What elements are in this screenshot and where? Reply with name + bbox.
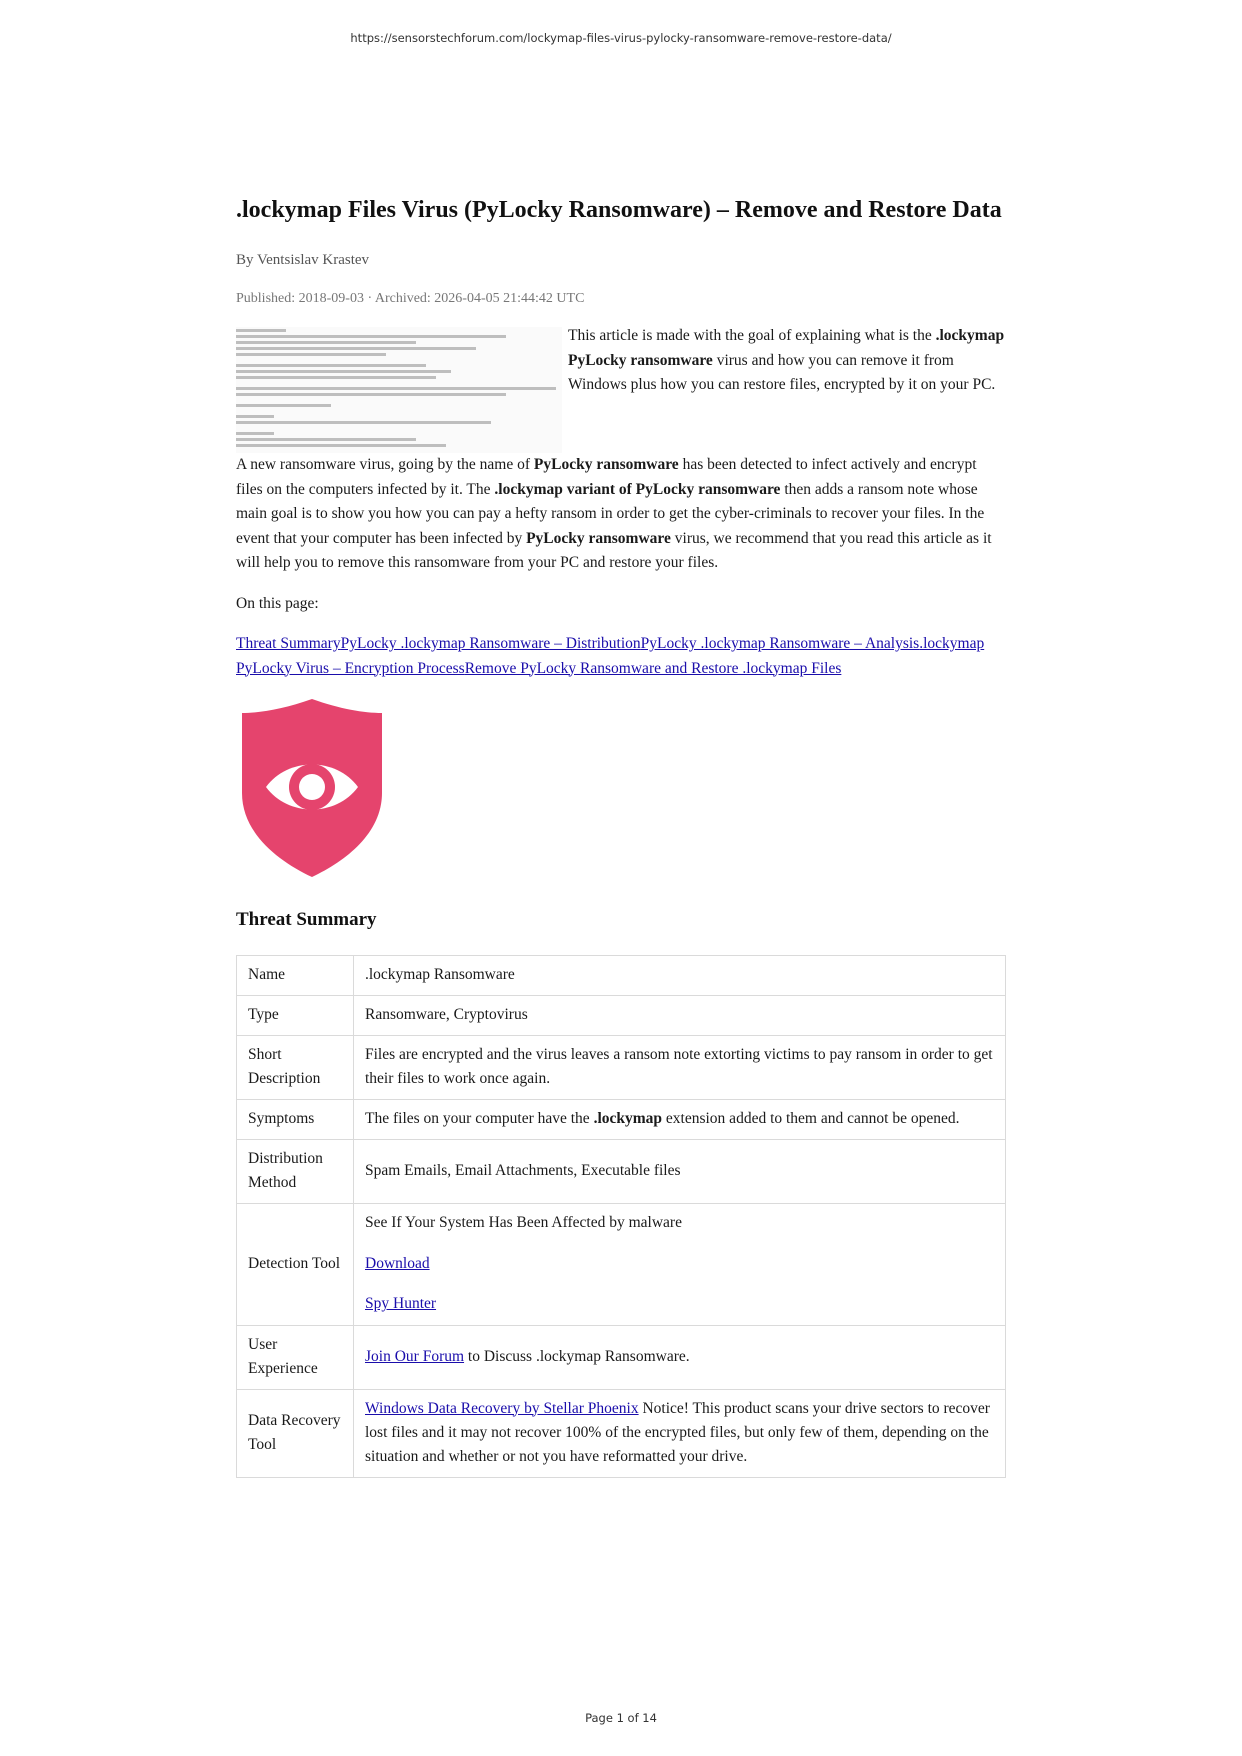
description-paragraph xyxy=(236,453,1006,576)
shield-eye-icon xyxy=(236,697,388,879)
description-bold-1: PyLocky ransomware xyxy=(533,456,679,473)
toc-link-encryption-process[interactable]: .lockymap PyLocky Virus – Encryption Process xyxy=(236,635,985,677)
toc-link-remove-restore[interactable]: Remove PyLocky Ransomware and Restore .lockymap Files xyxy=(464,659,842,677)
on-this-page-label: On this page: xyxy=(236,594,319,612)
detection-text: See If Your System Has Been Affected by malware xyxy=(365,1214,682,1231)
forum-text: to Discuss .lockymap Ransomware. xyxy=(464,1347,690,1365)
table-row xyxy=(237,956,1006,996)
row-value-type: Ransomware, Cryptovirus xyxy=(354,996,1006,1036)
toc-link-threat-summary[interactable]: Threat Summary xyxy=(236,635,341,652)
description-text-1: A new ransomware virus, going by the name of xyxy=(236,456,534,473)
article-byline: By Ventsislav Krastev xyxy=(236,252,370,268)
page-url-header: https://sensorstechforum.com/lockymap-files-virus-pylocky-ransomware-remove-restore-data/ xyxy=(350,31,892,45)
row-value-symptoms xyxy=(354,1100,1006,1140)
row-value-detection-tool xyxy=(354,1204,1006,1326)
spy-hunter-link[interactable]: Spy Hunter xyxy=(365,1295,437,1312)
description-bold-2: .lockymap variant of PyLocky ransomware xyxy=(494,480,781,498)
intro-text: This article is made with the goal of explaining what is the xyxy=(568,327,936,344)
threat-summary-table xyxy=(236,955,1006,1478)
row-value-data-recovery xyxy=(354,1389,1006,1477)
row-label-detection-tool: Detection Tool xyxy=(237,1204,354,1326)
download-link[interactable]: Download xyxy=(365,1254,430,1272)
article-title: .lockymap Files Virus (PyLocky Ransomware) – Remove and Restore Data xyxy=(236,197,1002,223)
article-content xyxy=(236,190,1006,1478)
row-label-name: Name xyxy=(237,956,354,996)
symptoms-bold: .lockymap xyxy=(593,1110,663,1127)
join-forum-link[interactable]: Join Our Forum xyxy=(365,1347,465,1365)
row-label-distribution: Distribution Method xyxy=(237,1140,354,1204)
row-label-short-description: Short Description xyxy=(237,1036,354,1100)
recovery-notice-text: Notice! This product scans your drive sectors to recover lost files and it may not recover 100% of the encrypted files, but only few of them, depending on the situation and whether or not you have reformatted your drive. xyxy=(365,1399,990,1465)
threat-summary-heading: Threat Summary xyxy=(236,909,377,930)
table-row xyxy=(237,1325,1006,1389)
table-row xyxy=(237,1140,1006,1204)
row-value-name: .lockymap Ransomware xyxy=(354,956,1006,996)
table-row xyxy=(237,1100,1006,1140)
toc-link-distribution[interactable]: PyLocky .lockymap Ransomware – Distribution xyxy=(340,635,641,652)
row-label-symptoms: Symptoms xyxy=(237,1100,354,1140)
row-label-data-recovery: Data Recovery Tool xyxy=(237,1389,354,1477)
toc-link-analysis[interactable]: PyLocky .lockymap Ransomware – Analysis xyxy=(640,635,920,652)
symptoms-text-2: extension added to them and cannot be opened. xyxy=(662,1110,960,1127)
row-value-user-experience xyxy=(354,1325,1006,1389)
table-row xyxy=(237,1204,1006,1326)
table-row xyxy=(237,996,1006,1036)
intro-text-end: virus and how you can remove it from Windows plus how you can restore files, encrypted by it on your PC. xyxy=(568,351,996,393)
row-label-type: Type xyxy=(237,996,354,1036)
row-value-distribution: Spam Emails, Email Attachments, Executable files xyxy=(354,1140,1006,1204)
intro-paragraph xyxy=(236,324,1006,398)
row-label-user-experience: User Experience xyxy=(237,1325,354,1389)
intro-bold: .lockymap PyLocky ransomware xyxy=(568,327,1005,369)
description-text-2: has been detected to infect actively and encrypt files on the computers infected by it. The xyxy=(236,456,977,498)
symptoms-text-1: The files on your computer have the xyxy=(365,1110,594,1127)
description-text-4: virus, we recommend that you read this article as it will help you to remove this ransomware from your PC and restore your files. xyxy=(236,529,992,571)
article-meta: Published: 2018-09-03 · Archived: 2026-04-05 21:44:42 UTC xyxy=(236,291,585,306)
ransom-note-screenshot xyxy=(236,327,562,453)
page-number: Page 1 of 14 xyxy=(585,1711,657,1725)
table-row xyxy=(237,1036,1006,1100)
description-text-3: then adds a ransom note whose main goal is to show you how you can pay a hefty ransom in order to get the cyber-criminals to recover your files. In the event that your computer has been infected by xyxy=(236,480,985,547)
description-bold-3: PyLocky ransomware xyxy=(526,529,671,547)
row-value-short-description: Files are encrypted and the virus leaves a ransom note extorting victims to pay ransom in order to get their files to work once again. xyxy=(354,1036,1006,1100)
stellar-phoenix-link[interactable]: Windows Data Recovery by Stellar Phoenix xyxy=(365,1399,639,1417)
table-of-contents xyxy=(236,632,1006,681)
table-row xyxy=(237,1389,1006,1477)
